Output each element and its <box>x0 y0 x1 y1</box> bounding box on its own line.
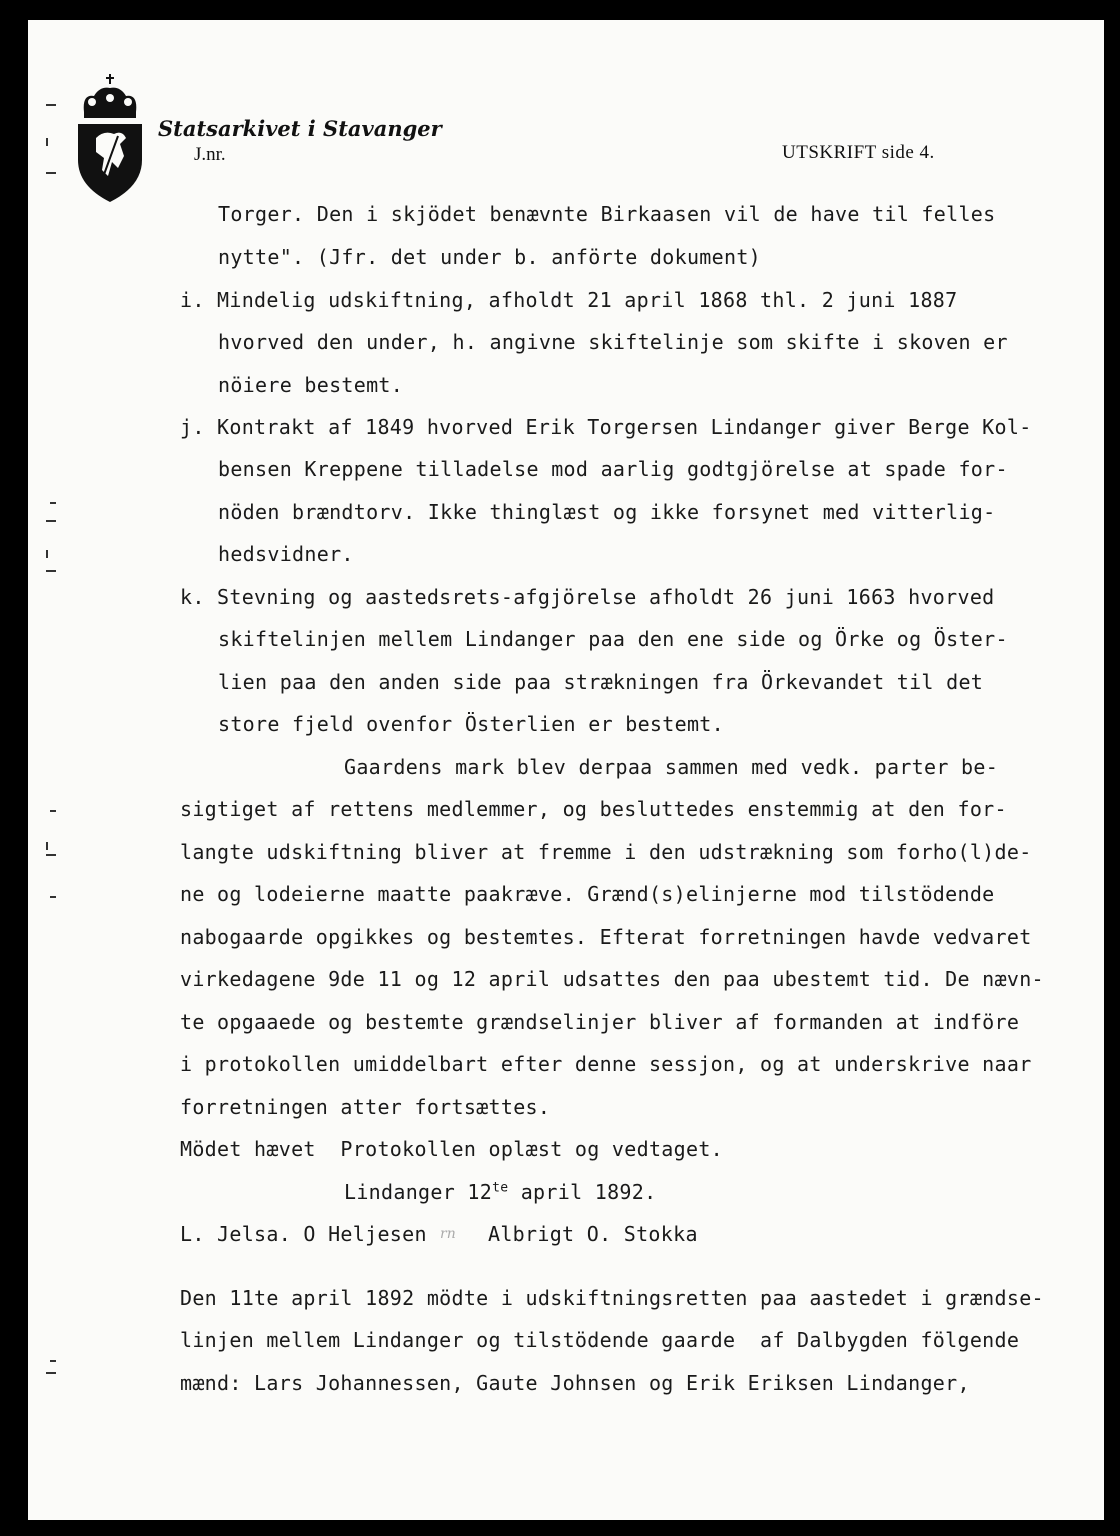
date-ordinal: te <box>492 1180 509 1196</box>
text-line: i protokollen umiddelbart efter denne sessjon, og at underskrive naar <box>180 1052 1032 1076</box>
text-line: Mödet hævet Protokollen oplæst og vedtaget. <box>180 1137 724 1161</box>
signature-stokka: Albrigt O. Stokka <box>488 1222 698 1246</box>
text-line: store fjeld ovenfor Österlien er bestemt. <box>218 712 724 736</box>
date-rest: april 1892. <box>508 1180 657 1204</box>
page-number-label: UTSKRIFT side 4. <box>782 142 935 163</box>
margin-mark <box>46 172 56 174</box>
text-line: nöiere bestemt. <box>218 373 404 397</box>
margin-mark <box>50 810 56 812</box>
archive-name: Statsarkivet i Stavanger <box>158 116 442 141</box>
text-line: nytte". (Jfr. det under b. anförte dokument) <box>218 245 762 269</box>
margin-mark <box>46 550 48 558</box>
text-line: langte udskiftning bliver at fremme i den udstrækning som forho(l)de- <box>180 840 1032 864</box>
list-item-j: j. Kontrakt af 1849 hvorved Erik Torgersen Lindanger giver Berge Kol- <box>180 415 1032 439</box>
margin-mark <box>46 842 48 850</box>
coat-of-arms-icon <box>74 72 146 204</box>
margin-mark <box>46 570 56 572</box>
text-line: skiftelinjen mellem Lindanger paa den ene side og Örke og Öster- <box>218 627 1008 651</box>
margin-mark <box>50 1360 56 1362</box>
document-page <box>28 20 1104 1520</box>
text-line: bensen Kreppene tilladelse mod aarlig godtgjörelse at spade for- <box>218 457 1008 481</box>
text-line: hvorved den under, h. angivne skiftelinje som skifte i skoven er <box>218 330 1008 354</box>
signature-names: L. Jelsa. O Heljesen <box>180 1222 427 1246</box>
margin-mark <box>46 1372 56 1374</box>
text-line: mænd: Lars Johannessen, Gaute Johnsen og Erik Eriksen Lindanger, <box>180 1371 970 1395</box>
text-line: lien paa den anden side paa strækningen fra Örkevandet til det <box>218 670 984 694</box>
text-line: hedsvidner. <box>218 542 354 566</box>
text-line: nöden brændtorv. Ikke thinglæst og ikke forsynet med vitterlig- <box>218 500 996 524</box>
text-line: te opgaaede og bestemte grændselinjer bliver af formanden at indföre <box>180 1010 1020 1034</box>
journal-number-label: J.nr. <box>194 144 226 165</box>
date-line <box>344 1180 656 1204</box>
list-item-k: k. Stevning og aastedsrets-afgjörelse afholdt 26 juni 1663 hvorved <box>180 585 995 609</box>
signatures-line <box>180 1222 427 1246</box>
margin-mark <box>46 138 48 146</box>
margin-mark <box>50 502 56 504</box>
text-line: Gaardens mark blev derpaa sammen med vedk. parter be- <box>344 755 999 779</box>
list-item-i: i. Mindelig udskiftning, afholdt 21 april 1868 thl. 2 juni 1887 <box>180 288 958 312</box>
margin-mark <box>46 854 56 856</box>
text-line: virkedagene 9de 11 og 12 april udsattes den paa ubestemt tid. De nævn- <box>180 967 1044 991</box>
text-line: Den 11te april 1892 mödte i udskiftningsretten paa aastedet i grændse- <box>180 1286 1044 1310</box>
margin-mark <box>46 520 56 522</box>
margin-mark <box>46 104 56 106</box>
text-line: forretningen atter fortsættes. <box>180 1095 551 1119</box>
date-place: Lindanger 12 <box>344 1180 493 1204</box>
text-line: nabogaarde opgikkes og bestemtes. Efterat forretningen havde vedvaret <box>180 925 1032 949</box>
margin-mark <box>50 896 56 898</box>
text-line: Torger. Den i skjödet benævnte Birkaasen vil de have til felles <box>218 202 996 226</box>
text-line: sigtiget af rettens medlemmer, og besluttedes enstemmig at den for- <box>180 797 1007 821</box>
text-line: linjen mellem Lindanger og tilstödende gaarde af Dalbygden fölgende <box>180 1328 1020 1352</box>
text-line: ne og lodeierne maatte paakræve. Grænd(s)elinjerne mod tilstödende <box>180 882 995 906</box>
faint-handwriting: rn <box>440 1226 456 1242</box>
